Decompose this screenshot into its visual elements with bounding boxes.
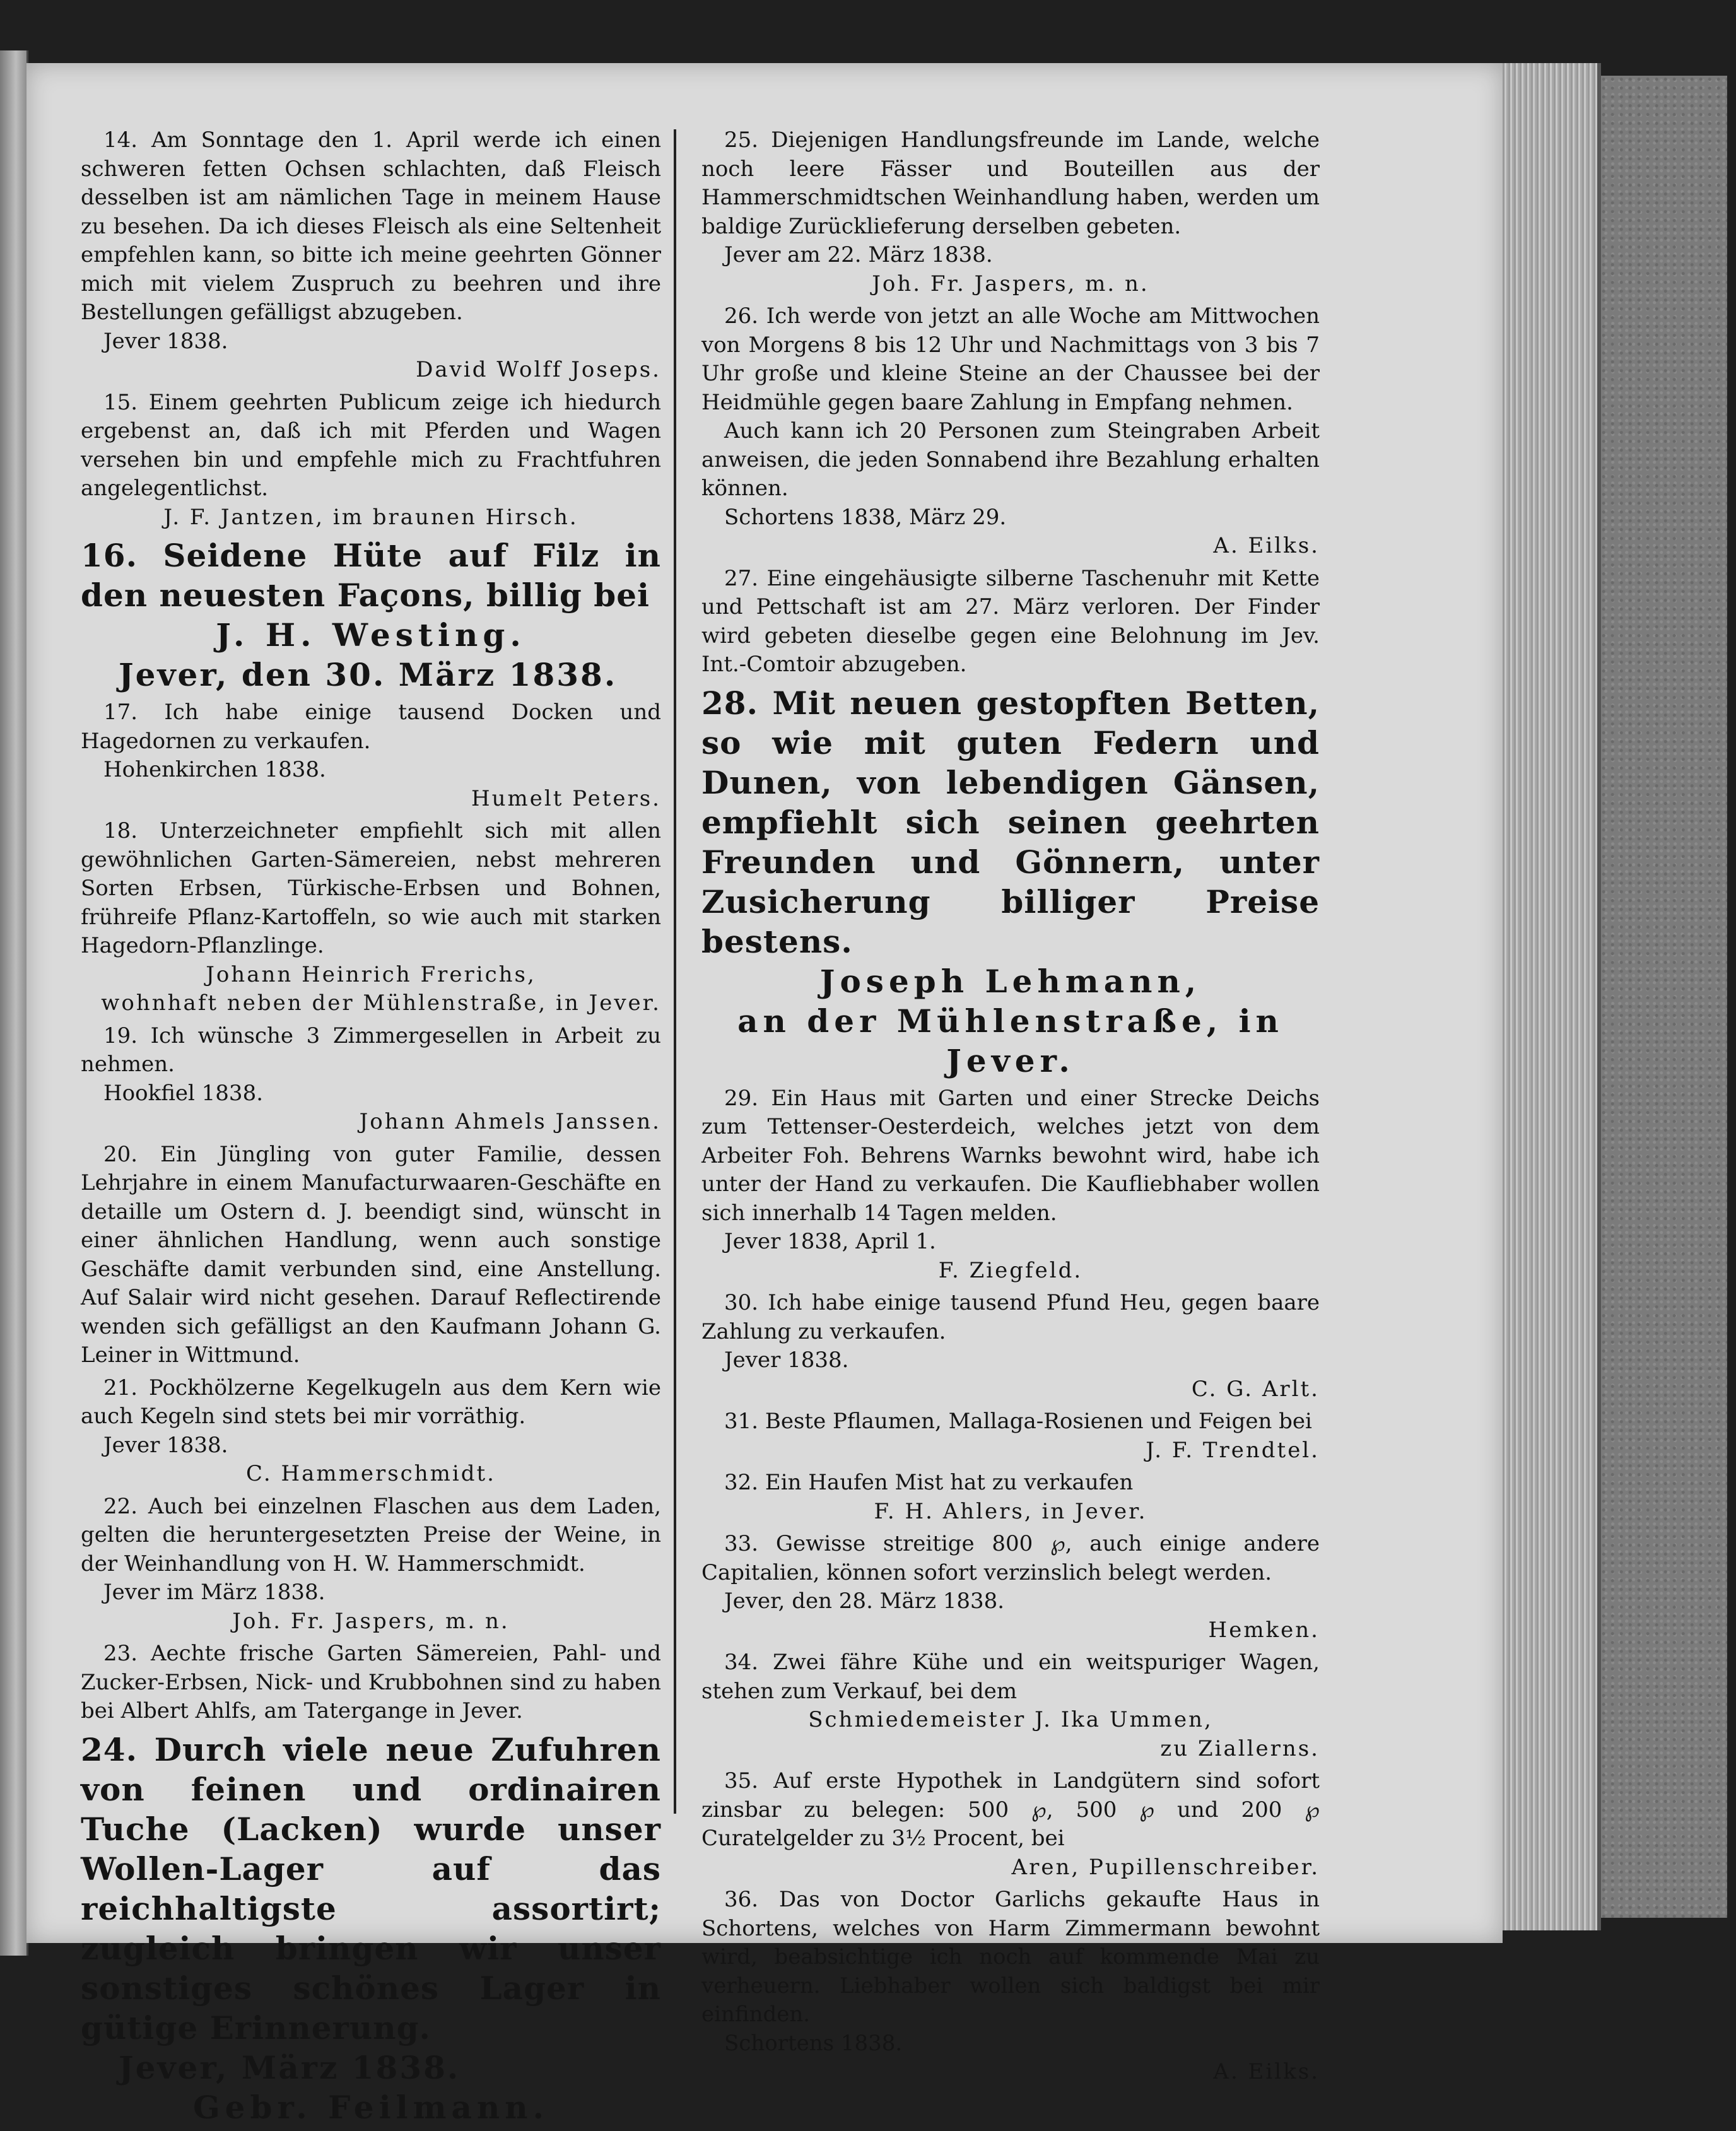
ad-text: 29. Ein Haus mit Garten und einer Strecke Deichs zum Tettenser-Oesterdeich, welches jetzt von dem Arbeiter Foh. Behrens Warnks bewohnt wird, habe ich unter der Hand zu verkaufen. Die Kaufliebhaber wollen sich innerhalb 14 Tagen melden. [701,1085,1320,1226]
display-advertisement [81,1730,661,2127]
advertisement [701,1469,1320,1526]
ad-signature: A. Eilks. [1213,533,1320,558]
advertisement [701,126,1320,298]
right-column [701,126,1320,2091]
ad-signature: David Wolff Joseps. [416,357,661,382]
advertisement [81,1022,661,1137]
ad-dateline: Jever 1838. [103,328,228,354]
ad-text: 32. Ein Haufen Mist hat zu verkaufen [724,1470,1134,1495]
ad-signature: Humelt Peters. [471,785,661,811]
ad-text: 18. Unterzeichneter empfiehlt sich mit allen gewöhnlichen Garten-Sämereien, nebst mehreren Sorten Erbsen, Türkische-Erbsen und Bohnen, frühreife Pflanz-Kartoffeln, so wie auch mit starken Hagedorn-Pflanzlinge. [81,818,661,958]
ad-signature: J. F. Trendtel. [1146,1437,1320,1463]
ad-text: 34. Zwei fähre Kühe und ein weitspuriger Wagen, stehen zum Verkauf, bei dem [701,1650,1320,1704]
advertisement [701,1886,1320,2087]
ad-dateline: Jever 1838. [103,1432,228,1458]
ad-text: 16. Seidene Hüte auf Filz in den neuesten Façons, billig bei [81,537,661,614]
advertisement [81,389,661,532]
ad-text: 21. Pockhölzerne Kegelkugeln aus dem Kern wie auch Kegeln sind stets bei mir vorräthig. [81,1375,661,1429]
ad-text: 27. Eine eingehäusigte silberne Taschenuhr mit Kette und Pettschaft ist am 27. März verloren. Der Finder wird gebeten dieselbe gegen eine Belohnung im Jev. Int.-Comtoir abzugeben. [701,565,1320,677]
ad-text: 19. Ich wünsche 3 Zimmergesellen in Arbeit zu nehmen. [81,1023,661,1077]
book-cover-edge [1601,76,1727,1918]
advertisement [81,1141,661,1370]
ad-dateline: Jever, März 1838. [119,2048,460,2086]
advertisement [701,1648,1320,1763]
ad-text: 30. Ich habe einige tausend Pfund Heu, gegen baare Zahlung zu verkaufen. [701,1290,1320,1344]
adjacent-page-edge [0,50,28,1956]
ad-signature: Joseph Lehmann, [819,962,1202,1000]
ad-text: 36. Das von Doctor Garlichs gekaufte Haus in Schortens, welches von Harm Zimmermann bewohnt wird, beabsichtige ich noch auf kommende Mai zu verheuern. Liebhaber wollen sich baldigst bei mir einfinden. [701,1887,1320,2027]
left-column [81,126,661,2131]
ad-signature: C. Hammerschmidt. [246,1461,496,1486]
advertisement [701,565,1320,679]
advertisement [81,1374,661,1489]
ad-text: 24. Durch viele neue Zufuhren von feinen und ordinairen Tuche (Lacken) wurde unser Wollen-Lager auf das reichhaltigste assortirt; zugleich bringen wir unser sonstiges schönes Lager in gütige Erinnerung. [81,1730,661,2046]
ad-text: 14. Am Sonntage den 1. April werde ich einen schweren fetten Ochsen schlachten, daß Fleisch desselben ist am nämlichen Tage in meinem Hause zu besehen. Da ich dieses Fleisch als eine Seltenheit empfehlen kann, so bitte ich meine geehrten Gönner mich mit vielem Zuspruch zu beehren und ihre Bestellungen gefälligst abzugeben. [81,127,661,325]
ad-text: 25. Diejenigen Handlungsfreunde im Lande, welche noch leere Fässer und Bouteillen aus der Hammerschmidtschen Weinhandlung haben, werden um baldige Zurücklieferung derselben gebeten. [701,127,1320,239]
ad-signature: zu Ziallerns. [1160,1735,1320,1761]
ad-dateline: Jever 1838. [724,1347,849,1373]
ad-spacer [701,2087,1320,2091]
advertisement [81,817,661,1018]
ad-dateline: Jever am 22. März 1838. [724,242,993,267]
advertisement [701,1084,1320,1286]
ad-signature: Joh. Fr. Jaspers, m. n. [232,1608,510,1634]
ad-text: 33. Gewisse streitige 800 ℘, auch einige andere Capitalien, können sofort verzinslich belegt werden. [701,1531,1320,1585]
ad-dateline: Hohenkirchen 1838. [103,757,326,782]
ad-signature: Johann Ahmels Janssen. [359,1109,661,1134]
ad-signature: Gebr. Feilmann. [192,2088,549,2126]
ad-signature: J. F. Jantzen, im braunen Hirsch. [163,504,578,530]
display-advertisement [81,536,661,695]
ad-signature: F. H. Ahlers, in Jever. [874,1498,1147,1524]
ad-text: 22. Auch bei einzelnen Flaschen aus dem Laden, gelten die heruntergesetzten Preise der Weine, in der Weinhandlung von H. W. Hammerschmidt. [81,1493,661,1576]
advertisement [81,126,661,385]
advertisement [81,1640,661,1726]
ad-dateline: Jever, den 28. März 1838. [724,1588,1005,1614]
ad-signature: wohnhaft neben der Mühlenstraße, in Jever. [101,990,661,1016]
advertisement [81,698,661,813]
ad-text: 35. Auf erste Hypothek in Landgütern sind sofort zinsbar zu belegen: 500 ℘, 500 ℘ und 200 ℘ Curatelgelder zu 3½ Procent, bei [701,1768,1320,1851]
ad-dateline: Schortens 1838. [724,2030,903,2056]
advertisement [701,1767,1320,1882]
ad-signature: Schmiedemeister J. Ika Ummen, [808,1707,1213,1732]
ad-text: 26. Ich werde von jetzt an alle Woche am Mittwochen von Morgens 8 bis 12 Uhr und Nachmittags von 3 bis 7 Uhr große und kleine Steine an der Chaussee bei der Heidmühle gegen baare Zahlung in Empfang nehmen. [701,303,1320,415]
ad-signature: F. Ziegfeld. [938,1257,1083,1283]
advertisement [701,1530,1320,1645]
ad-dateline: Schortens 1838, März 29. [724,504,1007,530]
ad-signature: C. G. Arlt. [1191,1376,1320,1402]
ad-signature: A. Eilks. [1213,2059,1320,2084]
ad-signature: Aren, Pupillenschreiber. [1011,1854,1320,1880]
advertisement [81,1493,661,1636]
ad-dateline: Jever, den 30. März 1838. [119,656,618,693]
page-block-edge [1503,63,1601,1930]
ad-dateline: Jever im März 1838. [103,1580,326,1605]
ad-dateline: Jever 1838, April 1. [724,1229,936,1254]
ad-spacer [81,2127,661,2131]
column-divider [674,129,676,1814]
ad-text: 28. Mit neuen gestopften Betten, so wie mit guten Federn und Dunen, von lebendigen Gänsen, empfiehlt sich seinen geehrten Freunden und Gönnern, unter Zusicherung billiger Preise bestens. [701,684,1320,960]
advertisement [701,1289,1320,1404]
ad-signature: J. H. Westing. [216,616,526,654]
ad-signature: Hemken. [1208,1617,1320,1643]
advertisement [701,1407,1320,1465]
ad-text: 23. Aechte frische Garten Sämereien, Pahl- und Zucker-Erbsen, Nick- und Krubbohnen sind zu haben bei Albert Ahlfs, am Tatergange in Jever. [81,1641,661,1723]
ad-signature: Johann Heinrich Frerichs, [206,961,536,987]
ad-text: 20. Ein Jüngling von guter Familie, dessen Lehrjahre in einem Manufacturwaaren-Geschäfte en detaille um Ostern d. J. beendigt sind, wünscht in einer ähnlichen Handlung, wenn auch sonstige Geschäfte damit verbunden sind, eine Anstellung. Auf Salair wird nicht gesehen. Darauf Reflectirende wenden sich gefälligst an den Kaufmann Johann G. Leiner in Wittmund. [81,1141,661,1368]
ad-text: 31. Beste Pflaumen, Mallaga-Rosienen und Feigen bei [724,1409,1312,1434]
ad-signature: Joh. Fr. Jaspers, m. n. [872,271,1149,296]
display-advertisement [701,683,1320,1081]
ad-text: Auch kann ich 20 Personen zum Steingraben Arbeit anweisen, die jeden Sonnabend ihre Bezahlung erhalten können. [701,418,1320,501]
ad-text: 15. Einem geehrten Publicum zeige ich hiedurch ergebenst an, daß ich mit Pferden und Wagen versehen bin und empfehle mich zu Frachtfuhren angelegentlichst. [81,389,661,501]
ad-signature: an der Mühlenstraße, in Jever. [737,1002,1284,1079]
ad-text: 17. Ich habe einige tausend Docken und Hagedornen zu verkaufen. [81,700,661,754]
ad-dateline: Hookfiel 1838. [103,1080,264,1106]
advertisement [701,302,1320,561]
